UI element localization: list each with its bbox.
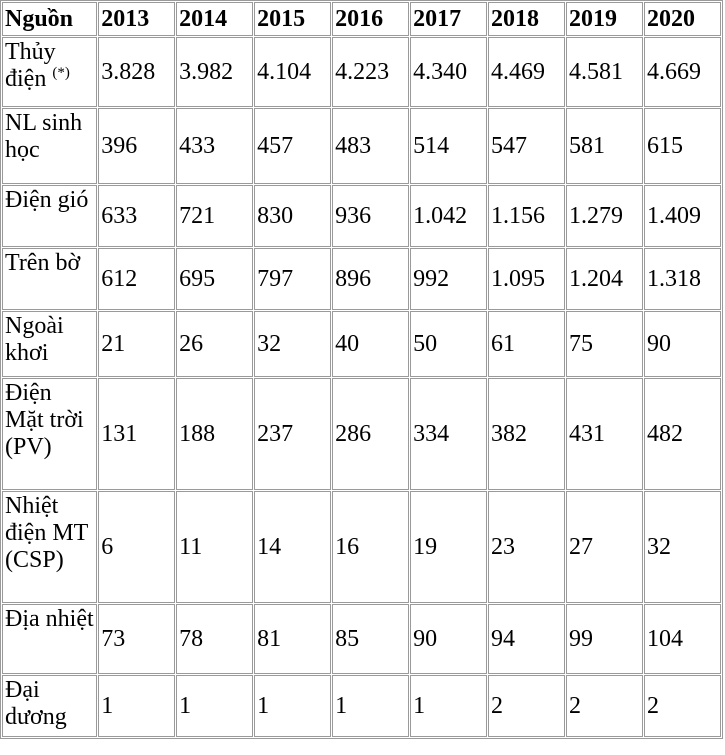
table-cell: 99: [566, 604, 643, 674]
table-cell: 14: [254, 491, 331, 603]
table-row: [2, 378, 721, 490]
row-label-text: Trên bờ: [5, 250, 81, 276]
table-cell: 1: [176, 675, 253, 737]
table-cell: 40: [332, 311, 409, 377]
table-cell: 830: [254, 185, 331, 247]
row-label: [2, 675, 97, 737]
table-cell: 6: [98, 491, 175, 603]
table-cell: 1: [254, 675, 331, 737]
table-cell: 431: [566, 378, 643, 490]
table-cell: 2: [566, 675, 643, 737]
table-cell: 3.828: [98, 37, 175, 107]
row-label: [2, 108, 97, 184]
table-cell: 4.581: [566, 37, 643, 107]
column-header: 2013: [98, 2, 175, 36]
table-cell: 188: [176, 378, 253, 490]
table-cell: 1.318: [644, 248, 721, 310]
table-cell: 695: [176, 248, 253, 310]
table-cell: 61: [488, 311, 565, 377]
table-cell: 721: [176, 185, 253, 247]
row-label-text: Thủy điện: [5, 39, 56, 92]
table-cell: 16: [332, 491, 409, 603]
table-cell: 85: [332, 604, 409, 674]
table-cell: 1.156: [488, 185, 565, 247]
table-cell: 1.095: [488, 248, 565, 310]
table-cell: 286: [332, 378, 409, 490]
table-cell: 1.409: [644, 185, 721, 247]
table-cell: 81: [254, 604, 331, 674]
row-label: [2, 604, 97, 674]
header-row: [2, 2, 721, 36]
table-cell: 334: [410, 378, 487, 490]
table-cell: 4.340: [410, 37, 487, 107]
table-cell: 32: [254, 311, 331, 377]
row-label: [2, 311, 97, 377]
table-cell: 94: [488, 604, 565, 674]
row-label-text: Đại dương: [5, 677, 67, 730]
table-cell: 1.204: [566, 248, 643, 310]
table-cell: 514: [410, 108, 487, 184]
column-header: 2015: [254, 2, 331, 36]
table-cell: 131: [98, 378, 175, 490]
column-header: 2020: [644, 2, 721, 36]
table-cell: 2: [488, 675, 565, 737]
table-cell: 1: [98, 675, 175, 737]
row-label: [2, 248, 97, 310]
table-cell: 78: [176, 604, 253, 674]
table-cell: 19: [410, 491, 487, 603]
table-cell: 90: [410, 604, 487, 674]
table-cell: 396: [98, 108, 175, 184]
column-header: 2018: [488, 2, 565, 36]
table-cell: 382: [488, 378, 565, 490]
table-cell: 457: [254, 108, 331, 184]
table-row: [2, 248, 721, 310]
table-cell: 896: [332, 248, 409, 310]
table-cell: 21: [98, 311, 175, 377]
table-cell: 483: [332, 108, 409, 184]
column-header: 2014: [176, 2, 253, 36]
row-label-text: Điện gió: [5, 187, 89, 213]
table-cell: 633: [98, 185, 175, 247]
table-cell: 90: [644, 311, 721, 377]
table-row: [2, 185, 721, 247]
row-label: [2, 378, 97, 490]
table-row: [2, 675, 721, 737]
column-header: 2017: [410, 2, 487, 36]
table-cell: 104: [644, 604, 721, 674]
table-cell: 237: [254, 378, 331, 490]
table-cell: 50: [410, 311, 487, 377]
table-cell: 992: [410, 248, 487, 310]
table-cell: 2: [644, 675, 721, 737]
column-header: Nguồn: [2, 2, 97, 36]
table-cell: 26: [176, 311, 253, 377]
table-cell: 936: [332, 185, 409, 247]
table-cell: 4.469: [488, 37, 565, 107]
table-cell: 4.669: [644, 37, 721, 107]
table-cell: 581: [566, 108, 643, 184]
table-cell: 4.223: [332, 37, 409, 107]
row-label: [2, 37, 97, 107]
table-cell: 433: [176, 108, 253, 184]
row-label-note: (*): [52, 65, 70, 81]
table-cell: 1: [332, 675, 409, 737]
table-row: [2, 108, 721, 184]
table-cell: 4.104: [254, 37, 331, 107]
table-cell: 1.279: [566, 185, 643, 247]
table-cell: 27: [566, 491, 643, 603]
table-cell: 11: [176, 491, 253, 603]
table-cell: 3.982: [176, 37, 253, 107]
table-cell: 1: [410, 675, 487, 737]
column-header: 2016: [332, 2, 409, 36]
table-row: [2, 311, 721, 377]
table-row: [2, 604, 721, 674]
table-row: [2, 37, 721, 107]
row-label-text: Địa nhiệt: [5, 606, 94, 632]
table-cell: 615: [644, 108, 721, 184]
row-label: [2, 185, 97, 247]
column-header: 2019: [566, 2, 643, 36]
row-label: [2, 491, 97, 603]
table-body: [2, 37, 721, 737]
table-cell: 797: [254, 248, 331, 310]
table-cell: 1.042: [410, 185, 487, 247]
row-label-text: Ngoài khơi: [5, 313, 64, 366]
table-cell: 23: [488, 491, 565, 603]
row-label-text: NL sinh học: [5, 110, 83, 163]
table-cell: 75: [566, 311, 643, 377]
table-row: [2, 491, 721, 603]
row-label-text: Nhiệt điện MT (CSP): [5, 493, 88, 573]
row-label-text: Điện Mặt trời (PV): [5, 380, 84, 460]
table-cell: 32: [644, 491, 721, 603]
table-cell: 547: [488, 108, 565, 184]
table-cell: 482: [644, 378, 721, 490]
table-cell: 612: [98, 248, 175, 310]
table-cell: 73: [98, 604, 175, 674]
